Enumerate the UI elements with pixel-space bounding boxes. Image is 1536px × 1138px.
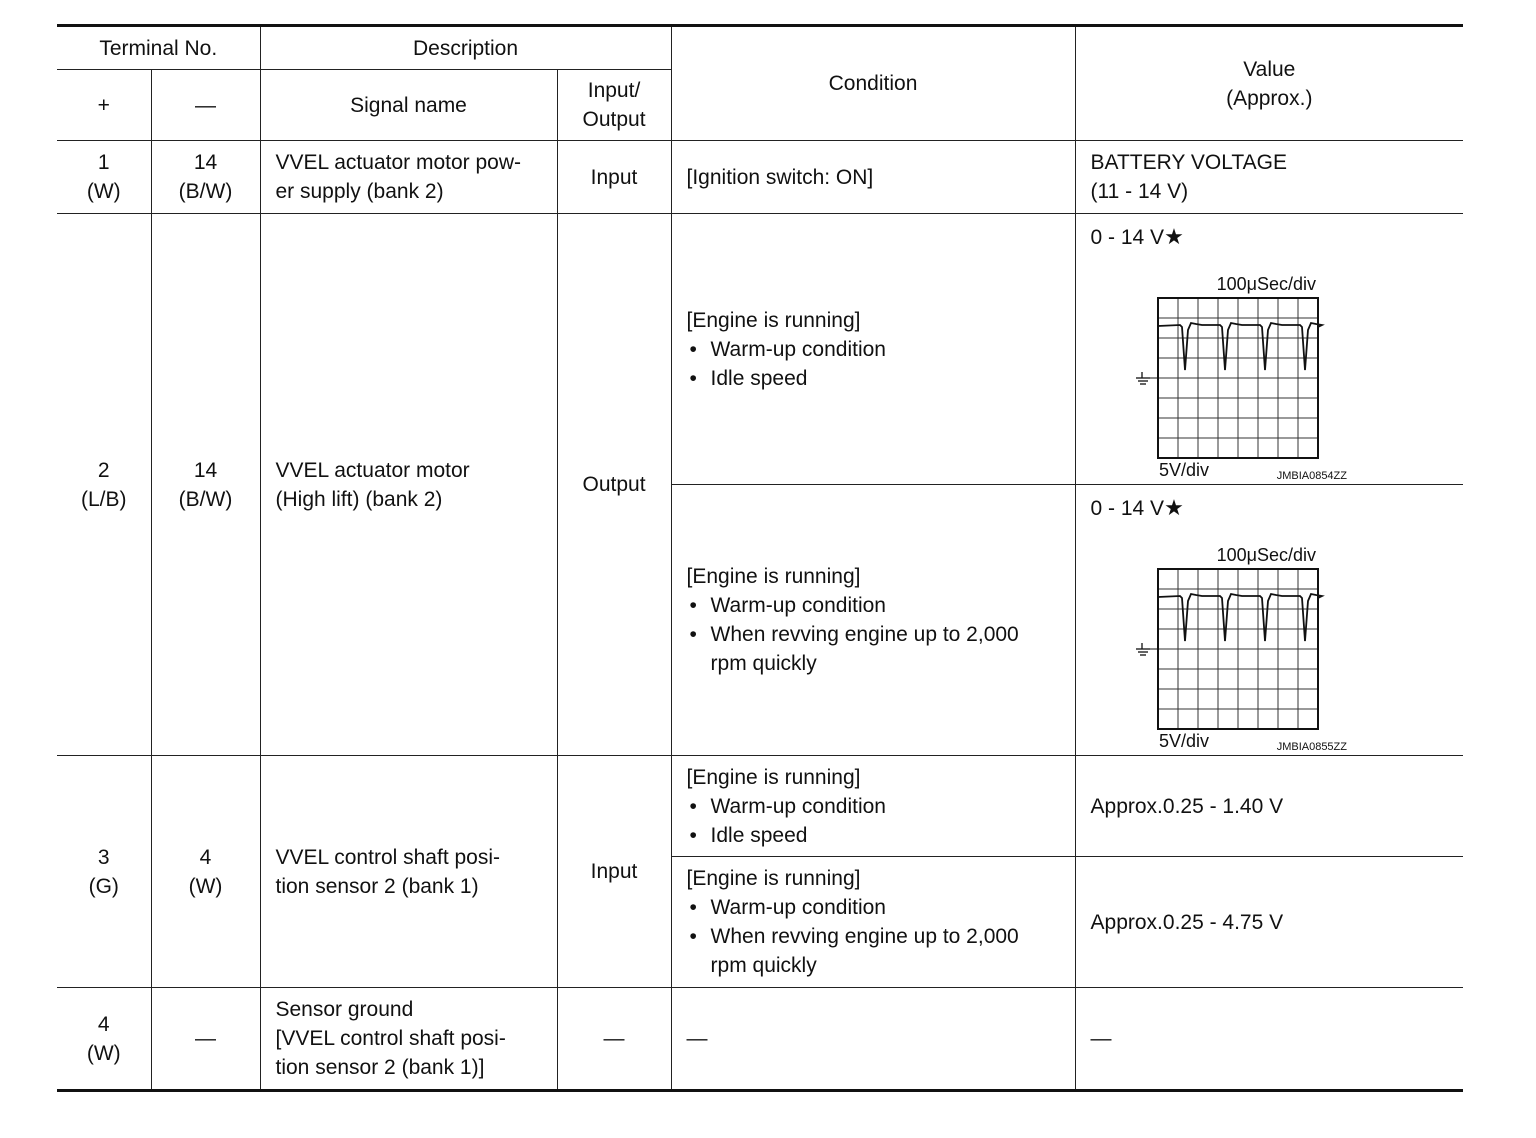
signal-line: (High lift) (bank 2): [275, 487, 443, 511]
condition: —: [671, 988, 1075, 1091]
io-type: Output: [557, 214, 671, 756]
condition-bullet: • Warm-up condition: [687, 335, 1069, 364]
header-description: Description: [260, 26, 671, 70]
wire-color: (B/W): [178, 180, 233, 203]
terminal-minus: [151, 756, 260, 988]
io-type: —: [557, 988, 671, 1091]
wire-color: (G): [88, 874, 119, 898]
signal-line: VVEL actuator motor pow-: [275, 151, 521, 174]
table-row: [57, 988, 1463, 1091]
value: [1075, 756, 1463, 857]
header-value-line1: Value: [1243, 57, 1296, 81]
condition-bullet: • Warm-up condition: [687, 792, 1069, 821]
signal-line: Sensor ground: [275, 998, 414, 1021]
table-row: [57, 214, 1463, 485]
header-terminal-no: Terminal No.: [57, 26, 260, 70]
header-io-line2: Output: [582, 108, 646, 131]
signal-line: [VVEL control shaft posi-: [275, 1027, 506, 1050]
terminal-plus: [57, 141, 151, 214]
bullet-line: rpm quickly: [710, 652, 817, 675]
value: [1075, 857, 1463, 988]
header-input-output: [557, 70, 671, 141]
terminal-number: 14: [193, 151, 218, 174]
bullet-line: When revving engine up to 2,000: [710, 925, 1019, 948]
wire-color: (L/B): [80, 487, 127, 511]
wire-color: (B/W): [178, 487, 233, 511]
timebase-label: 100μSec/div: [1216, 545, 1316, 565]
bullet-line: rpm quickly: [710, 954, 817, 977]
scope-svg: [1091, 252, 1391, 484]
signal-line: er supply (bank 2): [275, 180, 444, 203]
condition-bullet: • Warm-up condition: [687, 591, 1069, 620]
condition-title: [Ignition switch: ON]: [686, 165, 874, 189]
value-line: Approx.0.25 - 1.40 V: [1090, 794, 1284, 818]
condition-title: [Engine is running]: [686, 867, 861, 890]
terminal-number: 3: [97, 845, 110, 869]
figure-code: JMBIA0855ZZ: [1276, 741, 1347, 753]
signal-name: [260, 988, 557, 1091]
waveform-trace: [1158, 323, 1322, 370]
star-icon: ★: [1164, 224, 1184, 249]
value-range: [1091, 222, 1464, 252]
io-type: Input: [557, 756, 671, 988]
value-text: 0 - 14 V: [1090, 497, 1165, 520]
condition-title: [Engine is running]: [686, 565, 861, 588]
value-text: 0 - 14 V: [1090, 226, 1165, 249]
wire-color: (W): [86, 180, 121, 203]
condition: [671, 141, 1075, 214]
ground-icon: [1136, 643, 1158, 655]
signal-line: VVEL control shaft posi-: [275, 845, 500, 869]
volts-label: 5V/div: [1158, 731, 1209, 751]
condition: [671, 857, 1075, 988]
ground-icon: [1136, 372, 1158, 384]
bullet-line: When revving engine up to 2,000: [710, 623, 1019, 646]
signal-line: tion sensor 2 (bank 1)]: [275, 1056, 485, 1079]
signal-name: [260, 141, 557, 214]
waveform-trace: [1158, 594, 1322, 641]
condition-bullet: • Warm-up condition: [687, 893, 1069, 922]
condition-bullet: [687, 620, 1069, 678]
terminal-minus: [151, 141, 260, 214]
volts-label: 5V/div: [1158, 460, 1209, 480]
oscilloscope-waveform: [1091, 252, 1391, 484]
condition: [671, 485, 1075, 756]
scope-grid: [1158, 298, 1318, 458]
header-io-line1: Input/: [587, 79, 641, 102]
condition: [671, 756, 1075, 857]
value-range: [1091, 493, 1464, 523]
condition-bullet: • Idle speed: [687, 821, 1069, 850]
wire-color: (W): [86, 1041, 121, 1065]
terminal-plus: [57, 988, 151, 1091]
star-icon: ★: [1164, 495, 1184, 520]
header-plus: +: [57, 70, 151, 141]
oscilloscope-waveform: [1091, 523, 1391, 755]
terminal-number: 2: [97, 458, 110, 482]
timebase-label: 100μSec/div: [1216, 274, 1316, 294]
terminal-number: 4: [199, 845, 212, 869]
value: —: [1075, 988, 1463, 1091]
value-line: BATTERY VOLTAGE: [1090, 151, 1287, 174]
signal-line: tion sensor 2 (bank 1): [275, 874, 479, 898]
io-type: Input: [557, 141, 671, 214]
terminal-number: 1: [97, 151, 110, 174]
value-line: (11 - 14 V): [1090, 180, 1189, 203]
table-row: [57, 141, 1463, 214]
condition-bullet: [687, 922, 1069, 980]
condition-title: [Engine is running]: [686, 308, 861, 332]
wire-color: (W): [188, 874, 223, 898]
signal-name: [260, 756, 557, 988]
condition-title: [Engine is running]: [686, 765, 861, 789]
header-value-line2: (Approx.): [1226, 86, 1313, 110]
header-signal-name: Signal name: [260, 70, 557, 141]
terminal-minus: [151, 214, 260, 756]
table-row: [57, 756, 1463, 857]
header-minus: —: [151, 70, 260, 141]
terminal-spec-table: [57, 24, 1463, 1092]
signal-name: [260, 214, 557, 756]
value: [1075, 214, 1463, 485]
terminal-plus: [57, 756, 151, 988]
scope-grid: [1158, 569, 1318, 729]
terminal-minus: —: [151, 988, 260, 1091]
signal-line: VVEL actuator motor: [275, 458, 470, 482]
value: [1075, 141, 1463, 214]
value: [1075, 485, 1463, 756]
terminal-number: 4: [97, 1012, 110, 1036]
condition: [671, 214, 1075, 485]
figure-code: JMBIA0854ZZ: [1276, 470, 1347, 482]
terminal-plus: [57, 214, 151, 756]
value-line: Approx.0.25 - 4.75 V: [1090, 910, 1284, 934]
terminal-number: 14: [193, 458, 218, 482]
condition-bullet: • Idle speed: [687, 364, 1069, 393]
header-condition: Condition: [671, 26, 1075, 141]
header-value: [1075, 26, 1463, 141]
scope-svg: [1091, 523, 1391, 755]
